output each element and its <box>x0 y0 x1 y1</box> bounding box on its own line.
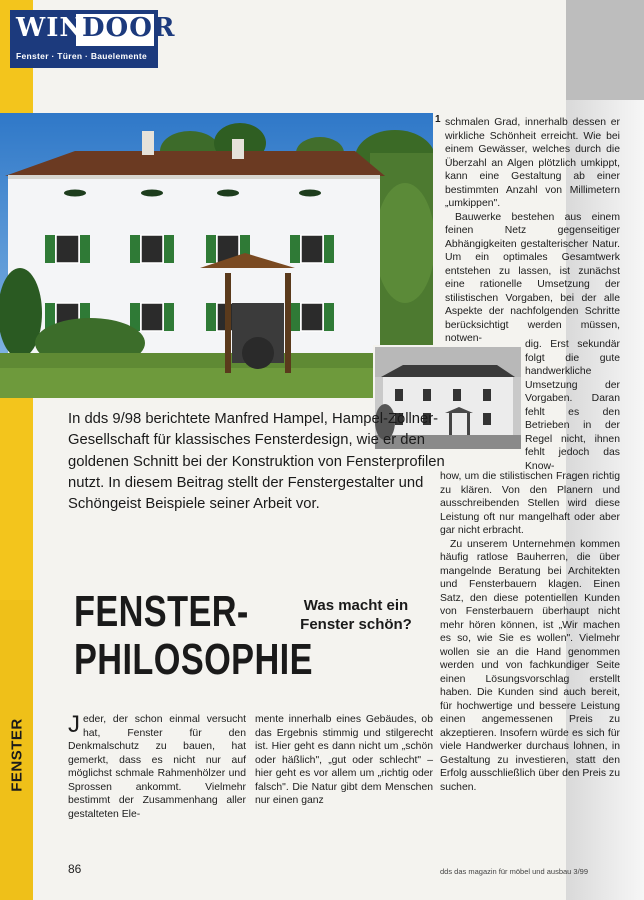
body-column-1 <box>68 713 246 821</box>
logo-subtitle: Fenster · Türen · Bauelemente <box>16 51 148 61</box>
house-photo <box>0 113 433 398</box>
logo-door-text: DOOR <box>82 13 176 43</box>
paragraph: schmalen Grad, innerhalb dessen er wirkliche Schönheit erreicht. Wie bei einem Gewässer, welches durch die Überzahl an Algen plötzlich umkippt, kann eine Gestaltung ab einer bestimmten Anzahl von Millimetern „umkippen". <box>445 117 620 209</box>
paragraph-text: eder, der schon einmal versucht hat, Fenster für den Denkmalschutz zu bauen, hat gemerkt, dass es nicht nur auf möglichst schmale Rahmenhölzer und Sprossen ankommt. Vielmehr bestimmt der Zusammenhang aller gestalteten Ele- <box>68 714 246 820</box>
paragraph: how, um die stilistischen Fragen richtig zu klären. Von den Planern und ausschreibenden Stellen wird diese Leistung oft nur mangelhaft oder aber gar nicht erbracht. <box>440 471 620 536</box>
page-edge-top <box>566 0 644 100</box>
page-number: 86 <box>68 862 82 876</box>
section-label: FENSTER <box>8 718 26 792</box>
footnote-marker: 1 <box>435 114 441 125</box>
body-column-3-wrap <box>525 338 620 473</box>
paragraph <box>68 713 246 821</box>
paragraph: dig. Erst sekundär folgt die gute handwerkliche Umsetzung der Vorgaben. Daran fehlt es den Betrieben in der Regel nicht, ihnen fehlt jedoch das Know- <box>525 339 620 472</box>
subheadline: Was macht ein Fenster schön? <box>300 597 412 633</box>
paragraph: mente innerhalb eines Gebäudes, ob das Ergebnis stimmig und stilgerecht ist. Hier geht es dann nicht um „schön oder häßlich", „gut oder schlecht" – hier geht es vor allem um „richtig oder falsch". Die Natur gibt dem Menschen nur einen ganz <box>255 714 433 806</box>
body-column-2 <box>255 713 433 808</box>
drop-cap: J <box>68 711 80 738</box>
headline <box>74 588 313 684</box>
windoor-logo <box>10 10 176 68</box>
body-column-3-bottom <box>440 470 620 794</box>
intro-text: In dds 9/98 berichtete Manfred Hampel, Hampel-Zöllner-Gesellschaft für klassisches Fensterdesign, wie er den goldenen Schnitt bei der Konstruktion von Fensterprofilen nutzt. In diesem Beitrag stellt der Fenstergestalter und Schöngeist Beispiele seiner Arbeit vor. <box>68 411 445 513</box>
paragraph: Zu unserem Unternehmen kommen häufig ratlose Bauherren, die über mangelnde Beratung bei Architekten und Fensterbauern klagen. Einen Satz, den diese potentiellen Kunden von Fensterbauern überhaupt nicht mehr hören können, ist „Wir machen es so, wie Sie es wollen". Vielmehr wollen sie an die Hand genommen werden und von fachkundiger Seite einen Lösungsvorschlag erstellt haben. Die Kunden sind auch bereit, für hochwertige und bessere Leistung einen angemessenen Preis zu akzeptieren. Insofern würde es sich für viele Handwerker durchaus lohnen, in Gestaltung zu investieren, statt den Erfolg ausschließlich über den Preis zu suchen. <box>440 538 620 793</box>
headline-line-2: PHILOSOPHIE <box>74 635 313 684</box>
magazine-footer: dds das magazin für möbel und ausbau 3/99 <box>440 867 589 876</box>
paragraph: Bauwerke bestehen aus einem feinen Netz gegenseitiger Abhängigkeiten gestalterischer Natur. Um ein optimales Gesamtwerk entstehen zu lassen, ist zunächst eine rationelle Umsetzung der stilistischen Vorgaben, bei der alle Aspekte der nachfolgenden Schritte berücksichtigt werden müssen, notwen- <box>445 211 620 344</box>
logo-win-text: WIN <box>16 13 85 43</box>
body-column-3-top <box>445 116 620 346</box>
headline-line-1: FENSTER- <box>74 587 249 636</box>
